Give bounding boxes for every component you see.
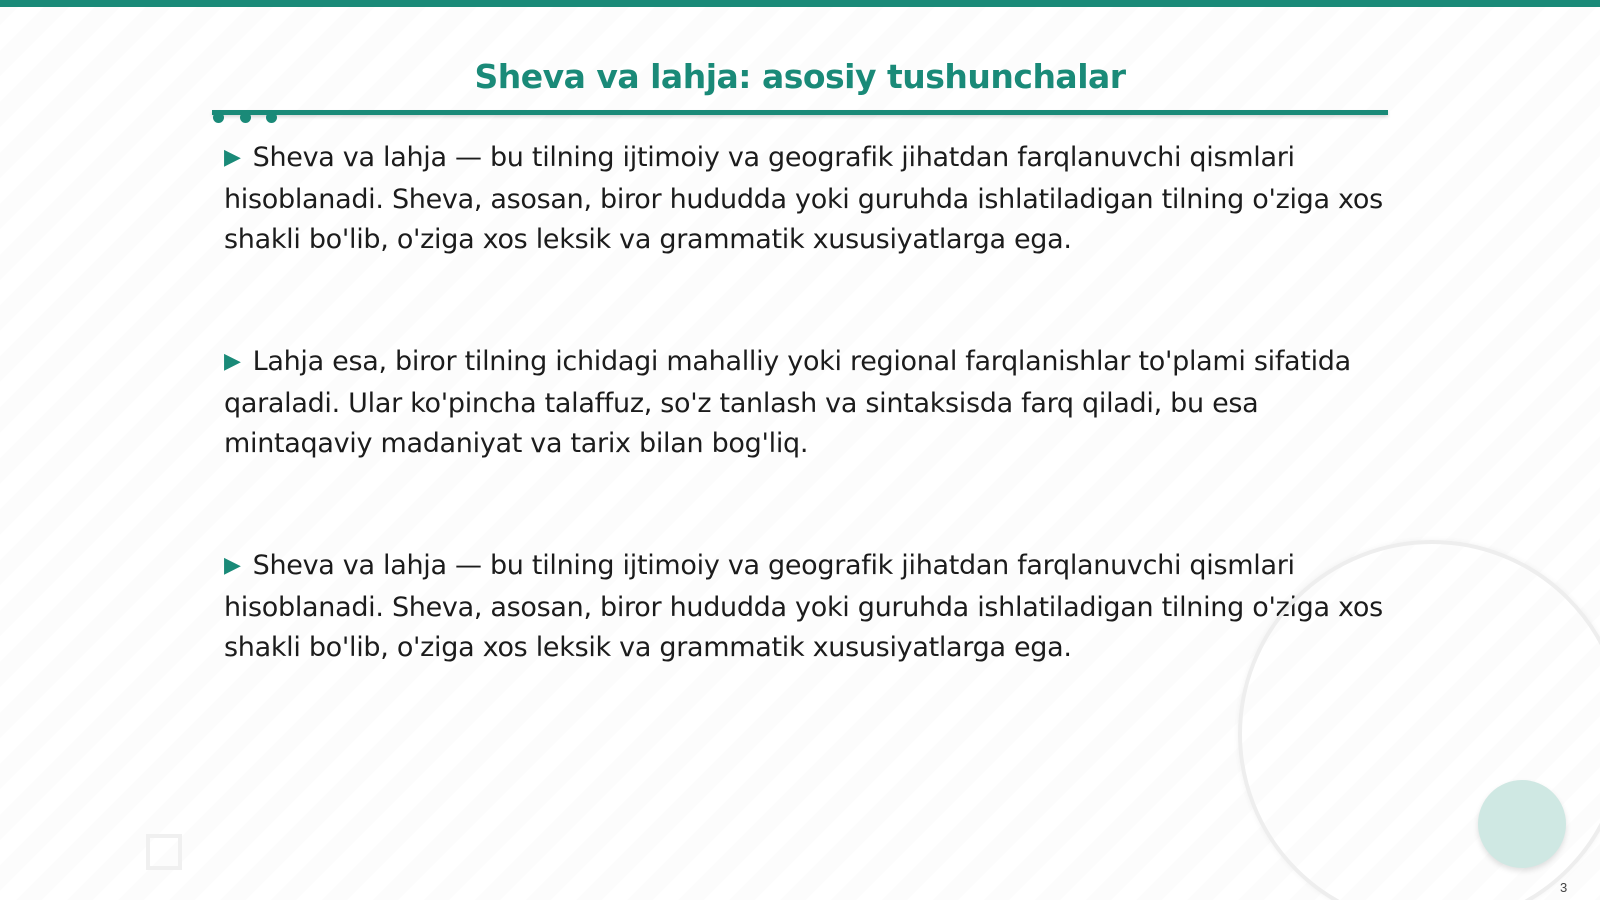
paragraph-text: Sheva va lahja — bu tilning ijtimoiy va geografik jihatdan farqlanuvchi qismlari hisoblanadi. Sheva, asosan, biror hududda yoki guruhda ishlatiladigan tilning o'ziga xos shakli bo'lib, o'ziga xos leksik va grammatik xususiyatlarga ega. bbox=[224, 550, 1383, 663]
dot-icon bbox=[266, 112, 277, 123]
decorative-circle bbox=[1478, 780, 1566, 868]
top-accent-bar bbox=[0, 0, 1600, 7]
triangle-bullet-icon: ▶ bbox=[224, 553, 241, 578]
dot-icon bbox=[213, 112, 224, 123]
triangle-bullet-icon: ▶ bbox=[224, 349, 241, 374]
bullet-paragraph bbox=[224, 138, 1384, 260]
paragraph-text: Sheva va lahja — bu tilning ijtimoiy va geografik jihatdan farqlanuvchi qismlari hisoblanadi. Sheva, asosan, biror hududda yoki guruhda ishlatiladigan tilning o'ziga xos shakli bo'lib, o'ziga xos leksik va grammatik xususiyatlarga ega. bbox=[224, 142, 1383, 255]
paragraph-text: Lahja esa, biror tilning ichidagi mahalliy yoki regional farqlanishlar to'plami sifatida qaraladi. Ular ko'pincha talaffuz, so'z tanlash va sintaksisda farq qiladi, bu esa mintaqaviy madaniyat va tarix bilan bog'liq. bbox=[224, 346, 1351, 459]
triangle-bullet-icon: ▶ bbox=[224, 145, 241, 170]
bullet-paragraph bbox=[224, 342, 1384, 464]
slide-body bbox=[224, 138, 1384, 750]
page-number: 3 bbox=[1560, 880, 1568, 895]
slide-title: Sheva va lahja: asosiy tushunchalar bbox=[474, 57, 1126, 96]
title-underline bbox=[212, 110, 1388, 115]
bullet-paragraph bbox=[224, 546, 1384, 668]
decorative-square bbox=[146, 834, 182, 870]
dot-icon bbox=[240, 112, 251, 123]
